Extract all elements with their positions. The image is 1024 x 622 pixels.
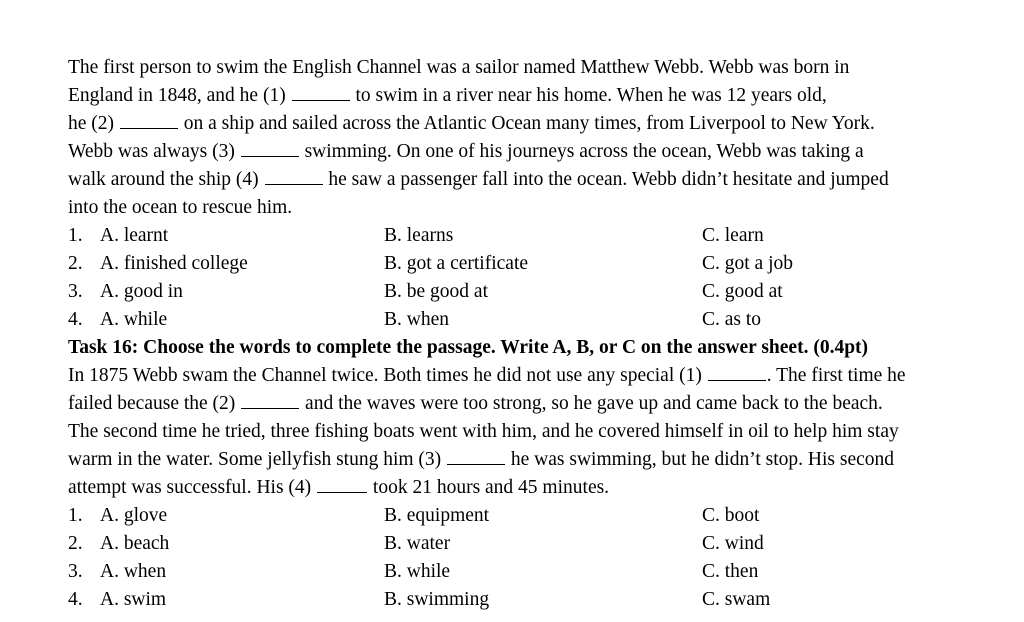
option-a: A. glove [100,505,168,526]
blank-4 [265,168,323,185]
option-c: C. wind [702,533,764,554]
passage2-line-1 [68,364,906,388]
option-b: B. be good at [384,281,488,302]
passage-text: swimming. On one of his journeys across the ocean, Webb was taking a [299,141,864,162]
option-b: B. water [384,533,451,554]
passage-text: he saw a passenger fall into the ocean. Webb didn’t hesitate and jumped [323,169,889,190]
passage-text: failed because the (2) [68,393,241,414]
option-c: C. as to [702,309,762,330]
passage-text: England in 1848, and he (1) [68,85,291,106]
option-a: A. beach [100,533,170,554]
question-number: 2. [68,533,83,554]
passage2-line-5 [68,476,609,500]
option-a: A. finished college [100,253,248,274]
passage-text: . The first time he [766,365,906,386]
question-number: 1. [68,225,83,246]
question-number: 4. [68,589,83,610]
blank-3 [241,140,299,157]
passage-text: attempt was successful. His (4) [68,477,317,498]
option-a: A. learnt [100,225,169,246]
blank-1 [708,364,766,381]
passage-text: In 1875 Webb swam the Channel twice. Both times he did not use any special (1) [68,365,707,386]
passage-text: into the ocean to rescue him. [68,197,293,218]
passage-text: warm in the water. Some jellyfish stung him (3) [68,449,447,470]
blank-2 [120,112,178,129]
option-c: C. got a job [702,253,793,274]
task-heading: Task 16: Choose the words to complete the passage. Write A, B, or C on the answer sheet. (0.4pt) [68,337,869,358]
passage-text: he was swimming, but he didn’t stop. His second [506,449,895,470]
passage-text: Webb was always (3) [68,141,240,162]
passage2-line-3 [68,420,899,444]
passage1-line-5 [68,168,889,192]
question-number: 1. [68,505,83,526]
option-b: B. got a certificate [384,253,529,274]
passage-text: on a ship and sailed across the Atlantic Ocean many times, from Liverpool to New York. [178,113,875,134]
option-b: B. equipment [384,505,490,526]
passage1-line-1 [68,56,849,80]
passage-text: The second time he tried, three fishing boats went with him, and he covered himself in oil to help him stay [68,421,899,442]
option-c: C. good at [702,281,783,302]
option-a: A. swim [100,589,167,610]
passage-text: he (2) [68,113,119,134]
blank-3 [447,448,505,465]
question-number: 4. [68,309,83,330]
option-c: C. then [702,561,759,582]
blank-2 [241,392,299,409]
passage-text: and the waves were too strong, so he gave up and came back to the beach. [300,393,883,414]
question-number: 3. [68,561,83,582]
option-a: A. when [100,561,167,582]
passage-text: walk around the ship (4) [68,169,264,190]
option-a: A. while [100,309,168,330]
option-b: B. when [384,309,449,330]
blank-4 [317,476,367,493]
passage1-line-3 [68,112,875,136]
passage-text: The first person to swim the English Channel was a sailor named Matthew Webb. Webb was born in [68,57,850,78]
question-number: 2. [68,253,83,274]
option-b: B. swimming [384,589,490,610]
blank-1 [292,84,350,101]
option-c: C. swam [702,589,771,610]
option-b: B. learns [384,225,454,246]
option-a: A. good in [100,281,183,302]
question-number: 3. [68,281,83,302]
option-b: B. while [384,561,451,582]
option-c: C. learn [702,225,764,246]
option-c: C. boot [702,505,760,526]
passage1-line-6 [68,196,292,220]
passage1-line-4 [68,140,864,164]
passage-text: to swim in a river near his home. When he was 12 years old, [350,85,827,106]
passage2-line-4 [68,448,894,472]
passage2-line-2 [68,392,883,416]
passage1-line-2 [68,84,827,108]
passage-text: took 21 hours and 45 minutes. [368,477,610,498]
